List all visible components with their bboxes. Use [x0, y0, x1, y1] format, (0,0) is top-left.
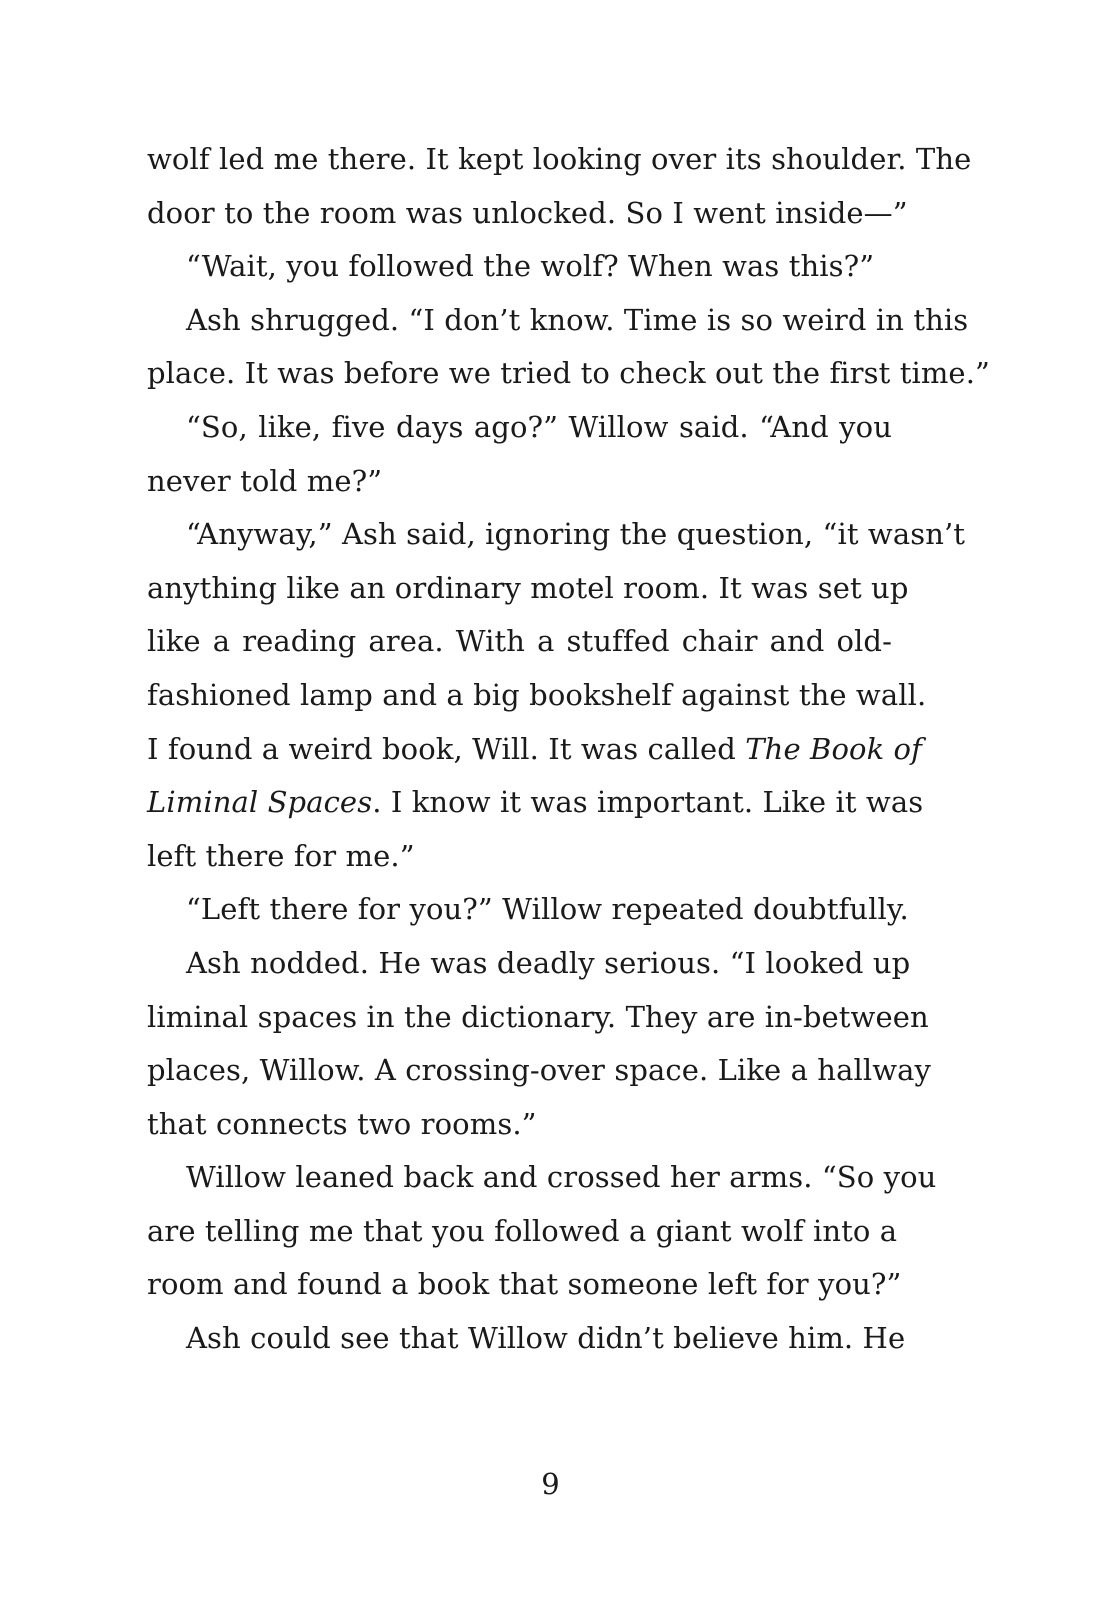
page-number: 9 [541, 1467, 560, 1501]
text-line: Ash could see that Willow didn’t believe him. He [186, 1321, 906, 1356]
text-line: never told me?” [147, 463, 383, 498]
text-line: “Anyway,” Ash said, ignoring the question, “it wasn’t [186, 517, 966, 552]
text-line: like a reading area. With a stuffed chair and old- [147, 624, 892, 659]
book-title-italic: The Book of [745, 731, 922, 766]
text-line: place. It was before we tried to check out the first time.” [147, 356, 990, 391]
text-line: room and found a book that someone left for you?” [147, 1267, 902, 1302]
text-line: “Left there for you?” Willow repeated doubtfully. [186, 892, 909, 927]
text-line: are telling me that you followed a giant wolf into a [147, 1213, 898, 1248]
text-segment: . I know it was important. Like it was [372, 785, 924, 820]
text-line: liminal spaces in the dictionary. They are in-between [147, 999, 929, 1034]
text-line: anything like an ordinary motel room. It was set up [147, 570, 909, 605]
book-title-italic: Liminal Spaces [147, 785, 373, 820]
text-line: Willow leaned back and crossed her arms. “So you [186, 1160, 937, 1195]
text-line: Ash nodded. He was deadly serious. “I looked up [186, 945, 911, 980]
body-text [147, 133, 990, 1366]
text-line [147, 723, 922, 777]
text-line: door to the room was unlocked. So I went inside—” [147, 195, 908, 230]
text-line: places, Willow. A crossing-over space. Like a hallway [147, 1053, 932, 1088]
text-line: “So, like, five days ago?” Willow said. “And you [186, 409, 892, 444]
text-line: that connects two rooms.” [147, 1106, 537, 1141]
text-line [147, 776, 924, 830]
text-segment: I found a weird book, Will. It was called [147, 731, 746, 766]
text-line: wolf led me there. It kept looking over its shoulder. The [147, 142, 972, 176]
text-line: Ash shrugged. “I don’t know. Time is so weird in this [186, 302, 969, 337]
text-line: left there for me.” [147, 838, 415, 873]
text-line: fashioned lamp and a big bookshelf against the wall. [147, 677, 927, 712]
text-line: “Wait, you followed the wolf? When was this?” [186, 249, 875, 284]
